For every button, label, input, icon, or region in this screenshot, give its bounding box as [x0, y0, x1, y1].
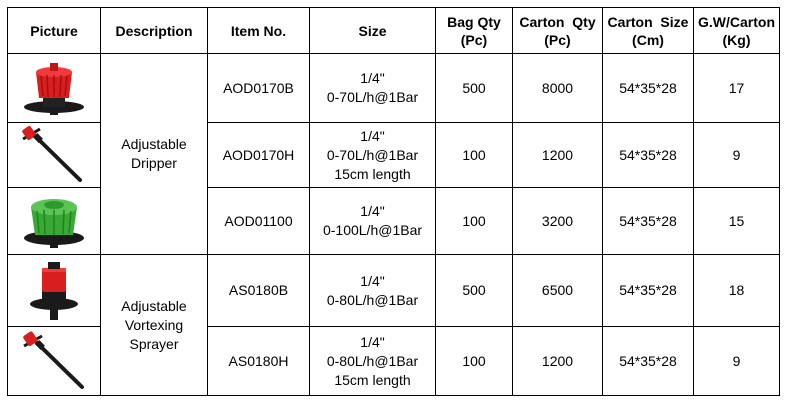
picture-cell — [8, 327, 101, 396]
description-line: Sprayer — [129, 335, 179, 352]
gw-cell: 9 — [694, 327, 780, 396]
table-row — [8, 54, 780, 123]
description-cell-dripper — [101, 54, 208, 255]
header-carton-qty — [513, 8, 603, 54]
header-bag-qty — [436, 8, 513, 54]
carton-qty-cell: 1200 — [513, 327, 603, 396]
red-sprayer-icon — [24, 260, 84, 322]
item-no-cell: AOD0170B — [208, 54, 310, 123]
size-line: 0-80L/h@1Bar — [326, 291, 419, 308]
gw-cell: 17 — [694, 54, 780, 123]
description-cell-sprayer — [101, 255, 208, 396]
size-line: 0-70L/h@1Bar — [326, 146, 419, 163]
header-item-no: Item No. — [208, 8, 310, 54]
picture-cell — [8, 255, 101, 327]
header-bag-qty-line: Bag Qty — [447, 13, 501, 30]
description-line: Dripper — [131, 155, 177, 171]
carton-qty-cell: 8000 — [513, 54, 603, 123]
picture-cell — [8, 123, 101, 188]
size-line: 1/4" — [360, 333, 385, 350]
size-cell — [310, 188, 436, 255]
header-carton-qty-unit: (Pc) — [544, 31, 571, 48]
product-spec-table — [7, 7, 780, 396]
picture-cell — [8, 188, 101, 255]
bag-qty-cell: 100 — [436, 123, 513, 188]
header-gw-carton — [694, 8, 780, 54]
gw-cell: 15 — [694, 188, 780, 255]
size-line: 1/4" — [360, 70, 385, 86]
carton-size-cell: 54*35*28 — [603, 54, 694, 123]
size-line: 0-80L/h@1Bar — [326, 352, 419, 369]
item-no-cell: AOD01100 — [208, 188, 310, 255]
size-cell — [310, 123, 436, 188]
description-line: Vortexing — [124, 316, 184, 333]
bag-qty-cell: 100 — [436, 188, 513, 255]
header-gw-carton-unit: (Kg) — [722, 31, 751, 48]
size-cell — [310, 54, 436, 123]
size-line: 0-100L/h@1Bar — [322, 222, 423, 238]
description-line: Adjustable — [121, 136, 187, 152]
carton-size-cell: 54*35*28 — [603, 255, 694, 327]
picture-cell — [8, 54, 101, 123]
gw-cell: 9 — [694, 123, 780, 188]
header-carton-size — [603, 8, 694, 54]
header-picture: Picture — [8, 8, 101, 54]
carton-size-cell: 54*35*28 — [603, 123, 694, 188]
red-stake-dripper-icon — [14, 125, 94, 185]
table-row — [8, 255, 780, 327]
carton-qty-cell: 3200 — [513, 188, 603, 255]
item-no-cell: AS0180B — [208, 255, 310, 327]
header-carton-qty-line: Carton Qty — [519, 13, 596, 30]
size-line: 1/4" — [360, 203, 385, 219]
carton-size-cell: 54*35*28 — [603, 327, 694, 396]
size-line: 15cm length — [334, 165, 411, 182]
header-bag-qty-unit: (Pc) — [460, 31, 488, 48]
header-carton-size-line: Carton Size — [607, 13, 689, 30]
carton-qty-cell: 1200 — [513, 123, 603, 188]
green-dripper-icon — [19, 193, 89, 249]
size-line: 1/4" — [360, 272, 385, 289]
size-line: 1/4" — [360, 127, 385, 144]
header-size: Size — [310, 8, 436, 54]
description-line: Adjustable — [121, 297, 187, 314]
item-no-cell: AOD0170H — [208, 123, 310, 188]
size-line: 0-70L/h@1Bar — [326, 89, 419, 105]
bag-qty-cell: 500 — [436, 255, 513, 327]
header-row — [8, 8, 780, 54]
red-stake-sprayer-icon — [14, 330, 94, 392]
carton-qty-cell: 6500 — [513, 255, 603, 327]
header-carton-size-unit: (Cm) — [632, 31, 664, 48]
size-cell — [310, 255, 436, 327]
red-dripper-icon — [19, 60, 89, 116]
bag-qty-cell: 100 — [436, 327, 513, 396]
size-cell — [310, 327, 436, 396]
header-description: Description — [101, 8, 208, 54]
bag-qty-cell: 500 — [436, 54, 513, 123]
item-no-cell: AS0180H — [208, 327, 310, 396]
gw-cell: 18 — [694, 255, 780, 327]
header-gw-carton-line: G.W/Carton — [698, 13, 775, 30]
carton-size-cell: 54*35*28 — [603, 188, 694, 255]
size-line: 15cm length — [334, 371, 411, 388]
